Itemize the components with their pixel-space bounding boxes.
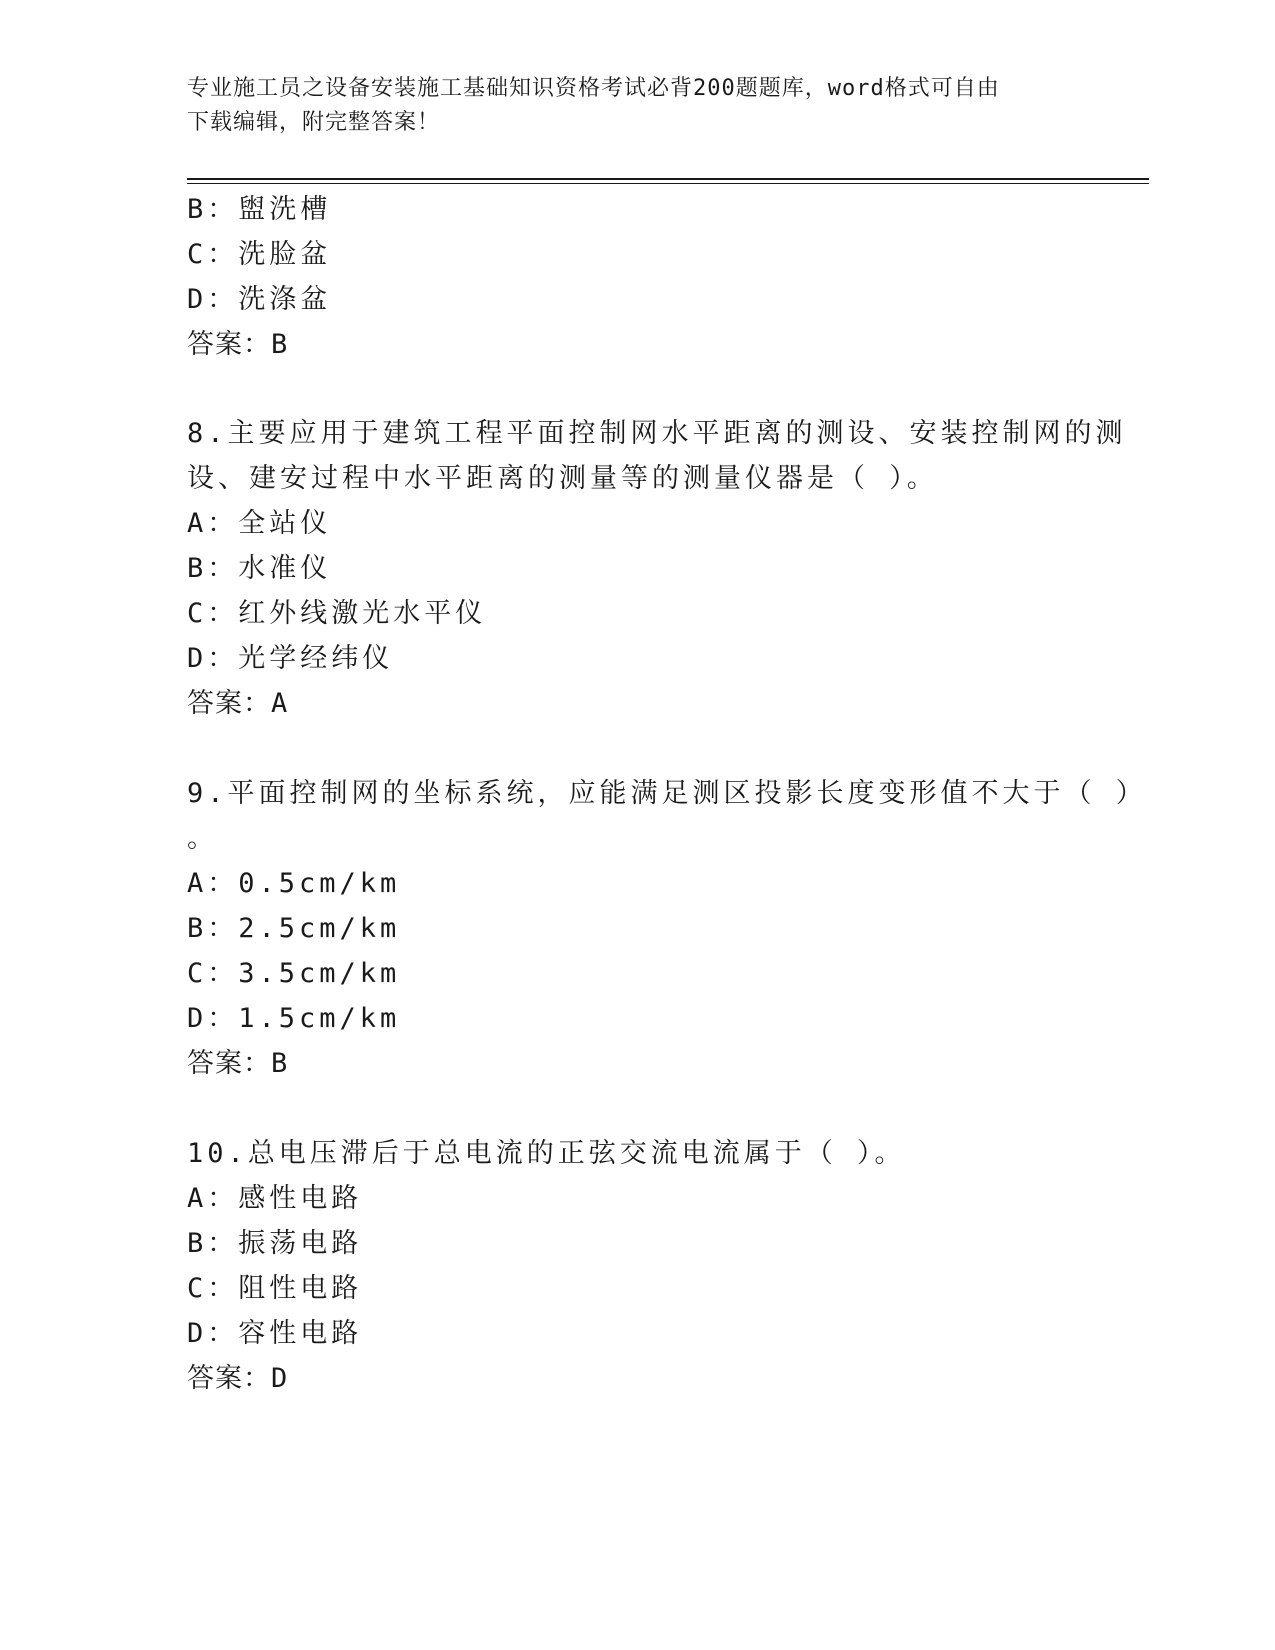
q9-stem-line-2: 。 bbox=[187, 823, 218, 854]
q8-stem-line-1: 8.主要应用于建筑工程平面控制网水平距离的测设、安装控制网的测 bbox=[187, 418, 1127, 449]
q9-option-a: A：0.5cm/km bbox=[187, 868, 401, 899]
q8-option-b: B：水准仪 bbox=[187, 553, 332, 584]
q7-answer: 答案：B bbox=[187, 329, 289, 360]
q9-option-b: B：2.5cm/km bbox=[187, 913, 401, 944]
document-header bbox=[187, 72, 1067, 140]
q9-option-c: C：3.5cm/km bbox=[187, 958, 401, 989]
q8-answer: 答案：A bbox=[187, 688, 289, 719]
q8-stem-line-2: 设、建安过程中水平距离的测量等的测量仪器是（ ）。 bbox=[187, 463, 938, 494]
q8-option-c: C：红外线激光水平仪 bbox=[187, 598, 487, 629]
q7-option-c: C：洗脸盆 bbox=[187, 239, 332, 270]
q9-answer: 答案：B bbox=[187, 1048, 289, 1079]
q10-option-d: D：容性电路 bbox=[187, 1318, 363, 1349]
q8-option-a: A：全站仪 bbox=[187, 508, 332, 539]
header-line-2: 下载编辑，附完整答案！ bbox=[187, 110, 441, 135]
header-divider-thin bbox=[187, 183, 1149, 184]
q10-stem-line-1: 10.总电压滞后于总电流的正弦交流电流属于（ ）。 bbox=[187, 1138, 906, 1169]
header-line-1: 专业施工员之设备安装施工基础知识资格考试必背200题题库，word格式可自由 bbox=[187, 76, 1000, 101]
q7-option-d: D：洗涤盆 bbox=[187, 284, 332, 315]
q10-option-a: A：感性电路 bbox=[187, 1183, 363, 1214]
header-divider-thick bbox=[187, 178, 1149, 180]
q10-answer: 答案：D bbox=[187, 1363, 289, 1394]
q9-option-d: D：1.5cm/km bbox=[187, 1003, 401, 1034]
q8-option-d: D：光学经纬仪 bbox=[187, 643, 394, 674]
q10-option-c: C：阻性电路 bbox=[187, 1273, 363, 1304]
q9-stem-line-1: 9.平面控制网的坐标系统，应能满足测区投影长度变形值不大于（ ） bbox=[187, 778, 1147, 809]
q10-option-b: B：振荡电路 bbox=[187, 1228, 363, 1259]
q7-option-b: B：盥洗槽 bbox=[187, 194, 332, 225]
